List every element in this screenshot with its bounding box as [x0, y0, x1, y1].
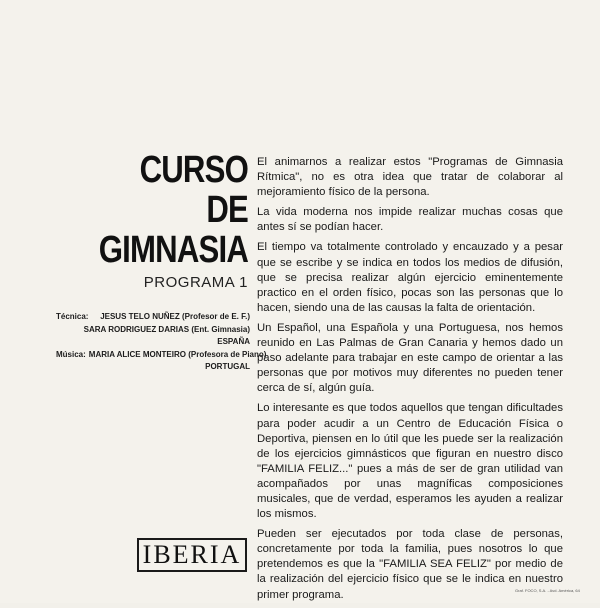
credits	[56, 311, 267, 374]
subtitle: PROGRAMA 1	[143, 274, 248, 291]
paragraph: Un Español, una Española y una Portuguesa, nos hemos reunido en Las Palmas de Gran Canaria y hemos dado un paso adelante para trabajar en este campo de orientar a las personas que por motivos muy diferentes no pueden tener cerca de sí, algún guía.	[257, 321, 563, 395]
credit-musica	[56, 349, 267, 362]
tecnica-name-2: SARA RODRIGUEZ DARIAS (Ent. Gimnasia)	[83, 324, 250, 334]
credit-tecnica-1	[56, 311, 250, 324]
title-line-1: CURSO	[139, 149, 248, 191]
paragraph: La vida moderna nos impide realizar muchas cosas que antes sí se podían hacer.	[257, 206, 563, 234]
title-line-3: GIMNASIA	[98, 229, 248, 271]
paragraph: El tiempo va totalmente controlado y encauzado y a pesar que se escribe y se indica en todos los medios de difusión, que se precisa realizar algún ejercicio eminentemente practico en el orden físico, pocas son las personas que lo hacen, siendo una de las causas la falta de orientación.	[257, 241, 563, 314]
iberia-logo	[137, 538, 247, 572]
paragraph: Pueden ser ejecutados por toda clase de personas, concretamente por toda la familia, pues nosotros lo que pretendemos es que la "FAMILIA SEA FELIZ" por medio de la realización del ejercicio físico que se le indica en nuestro primer programa.	[257, 528, 563, 601]
printer-credit: Graf. FOCO, S.A. - Avd. América, 64	[515, 588, 580, 593]
paragraph: Lo interesante es que todos aquellos que tengan dificultades para poder acudir a un Centro de Educación Física o Deportiva, piensen en lo útil que les puede ser la realización de los ejercicios gimnásticos que figuran en nuestro disco "FAMILIA FELIZ..." pues a más de ser de gran utilidad van acompañados por unas magníficas composiciones musicales, que de verdad, esperamos les ayuden a realizar los mismos.	[257, 402, 563, 521]
musica-label: Música:	[56, 349, 86, 359]
tecnica-name-1: JESUS TELO NUÑEZ (Profesor de E. F.)	[100, 312, 250, 321]
title-block	[60, 150, 248, 291]
paragraph: El animarnos a realizar estos "Programas de Gimnasia Rítmica", no es otra idea que tratar de colaborar al mejoramiento físico de la persona.	[257, 156, 563, 199]
title-line-2: DE	[206, 189, 248, 231]
tecnica-label: Técnica:	[56, 312, 89, 321]
musica-country: PORTUGAL	[205, 362, 250, 371]
logo-text: IBERIA	[142, 540, 242, 569]
tecnica-country: ESPAÑA	[217, 337, 250, 346]
liner-notes	[257, 155, 563, 608]
musica-name: MARIA ALICE MONTEIRO (Profesora de Piano)	[88, 349, 267, 359]
